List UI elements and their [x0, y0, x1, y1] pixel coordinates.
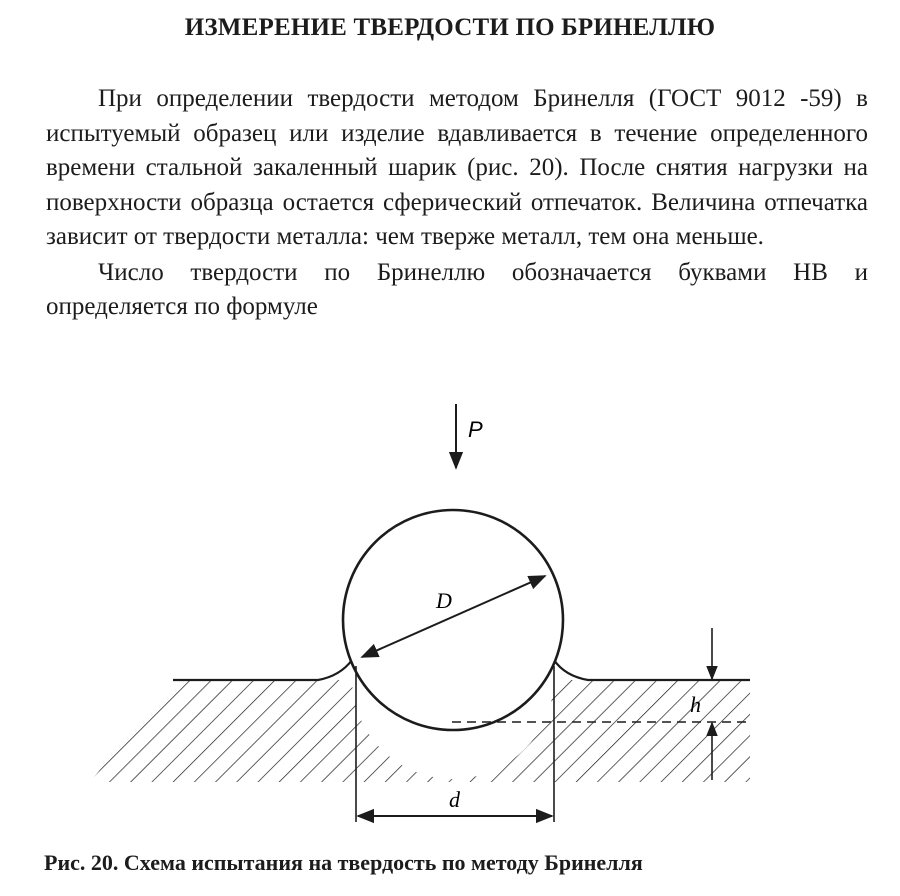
steel-ball	[343, 510, 563, 730]
paragraph-2: Число твердости по Бринеллю обозначается буквами HB и определяется по формуле	[46, 258, 868, 320]
ball-diameter-label: D	[436, 588, 452, 613]
indent-diameter-label: d	[449, 787, 460, 812]
figure-caption: Рис. 20. Схема испытания на твердость по методу Бринелля	[44, 850, 643, 875]
load-label: P	[468, 417, 483, 442]
indent-depth-label: h	[690, 692, 701, 717]
paragraph-1: При определении твердости методом Бринелля (ГОСТ 9012 -59) в испытуемый образец или изделие вдавливается в течение определенного времени стальной закаленный шарик (рис. 20). После снятия нагрузки на поверхности образца остается сферический отпечаток. Величина отпечатка зависит от твердости металла: чем тверже металл, тем она меньше.	[46, 85, 868, 250]
page-title: ИЗМЕРЕНИЕ ТВЕРДОСТИ ПО БРИНЕЛЛЮ	[184, 14, 716, 41]
